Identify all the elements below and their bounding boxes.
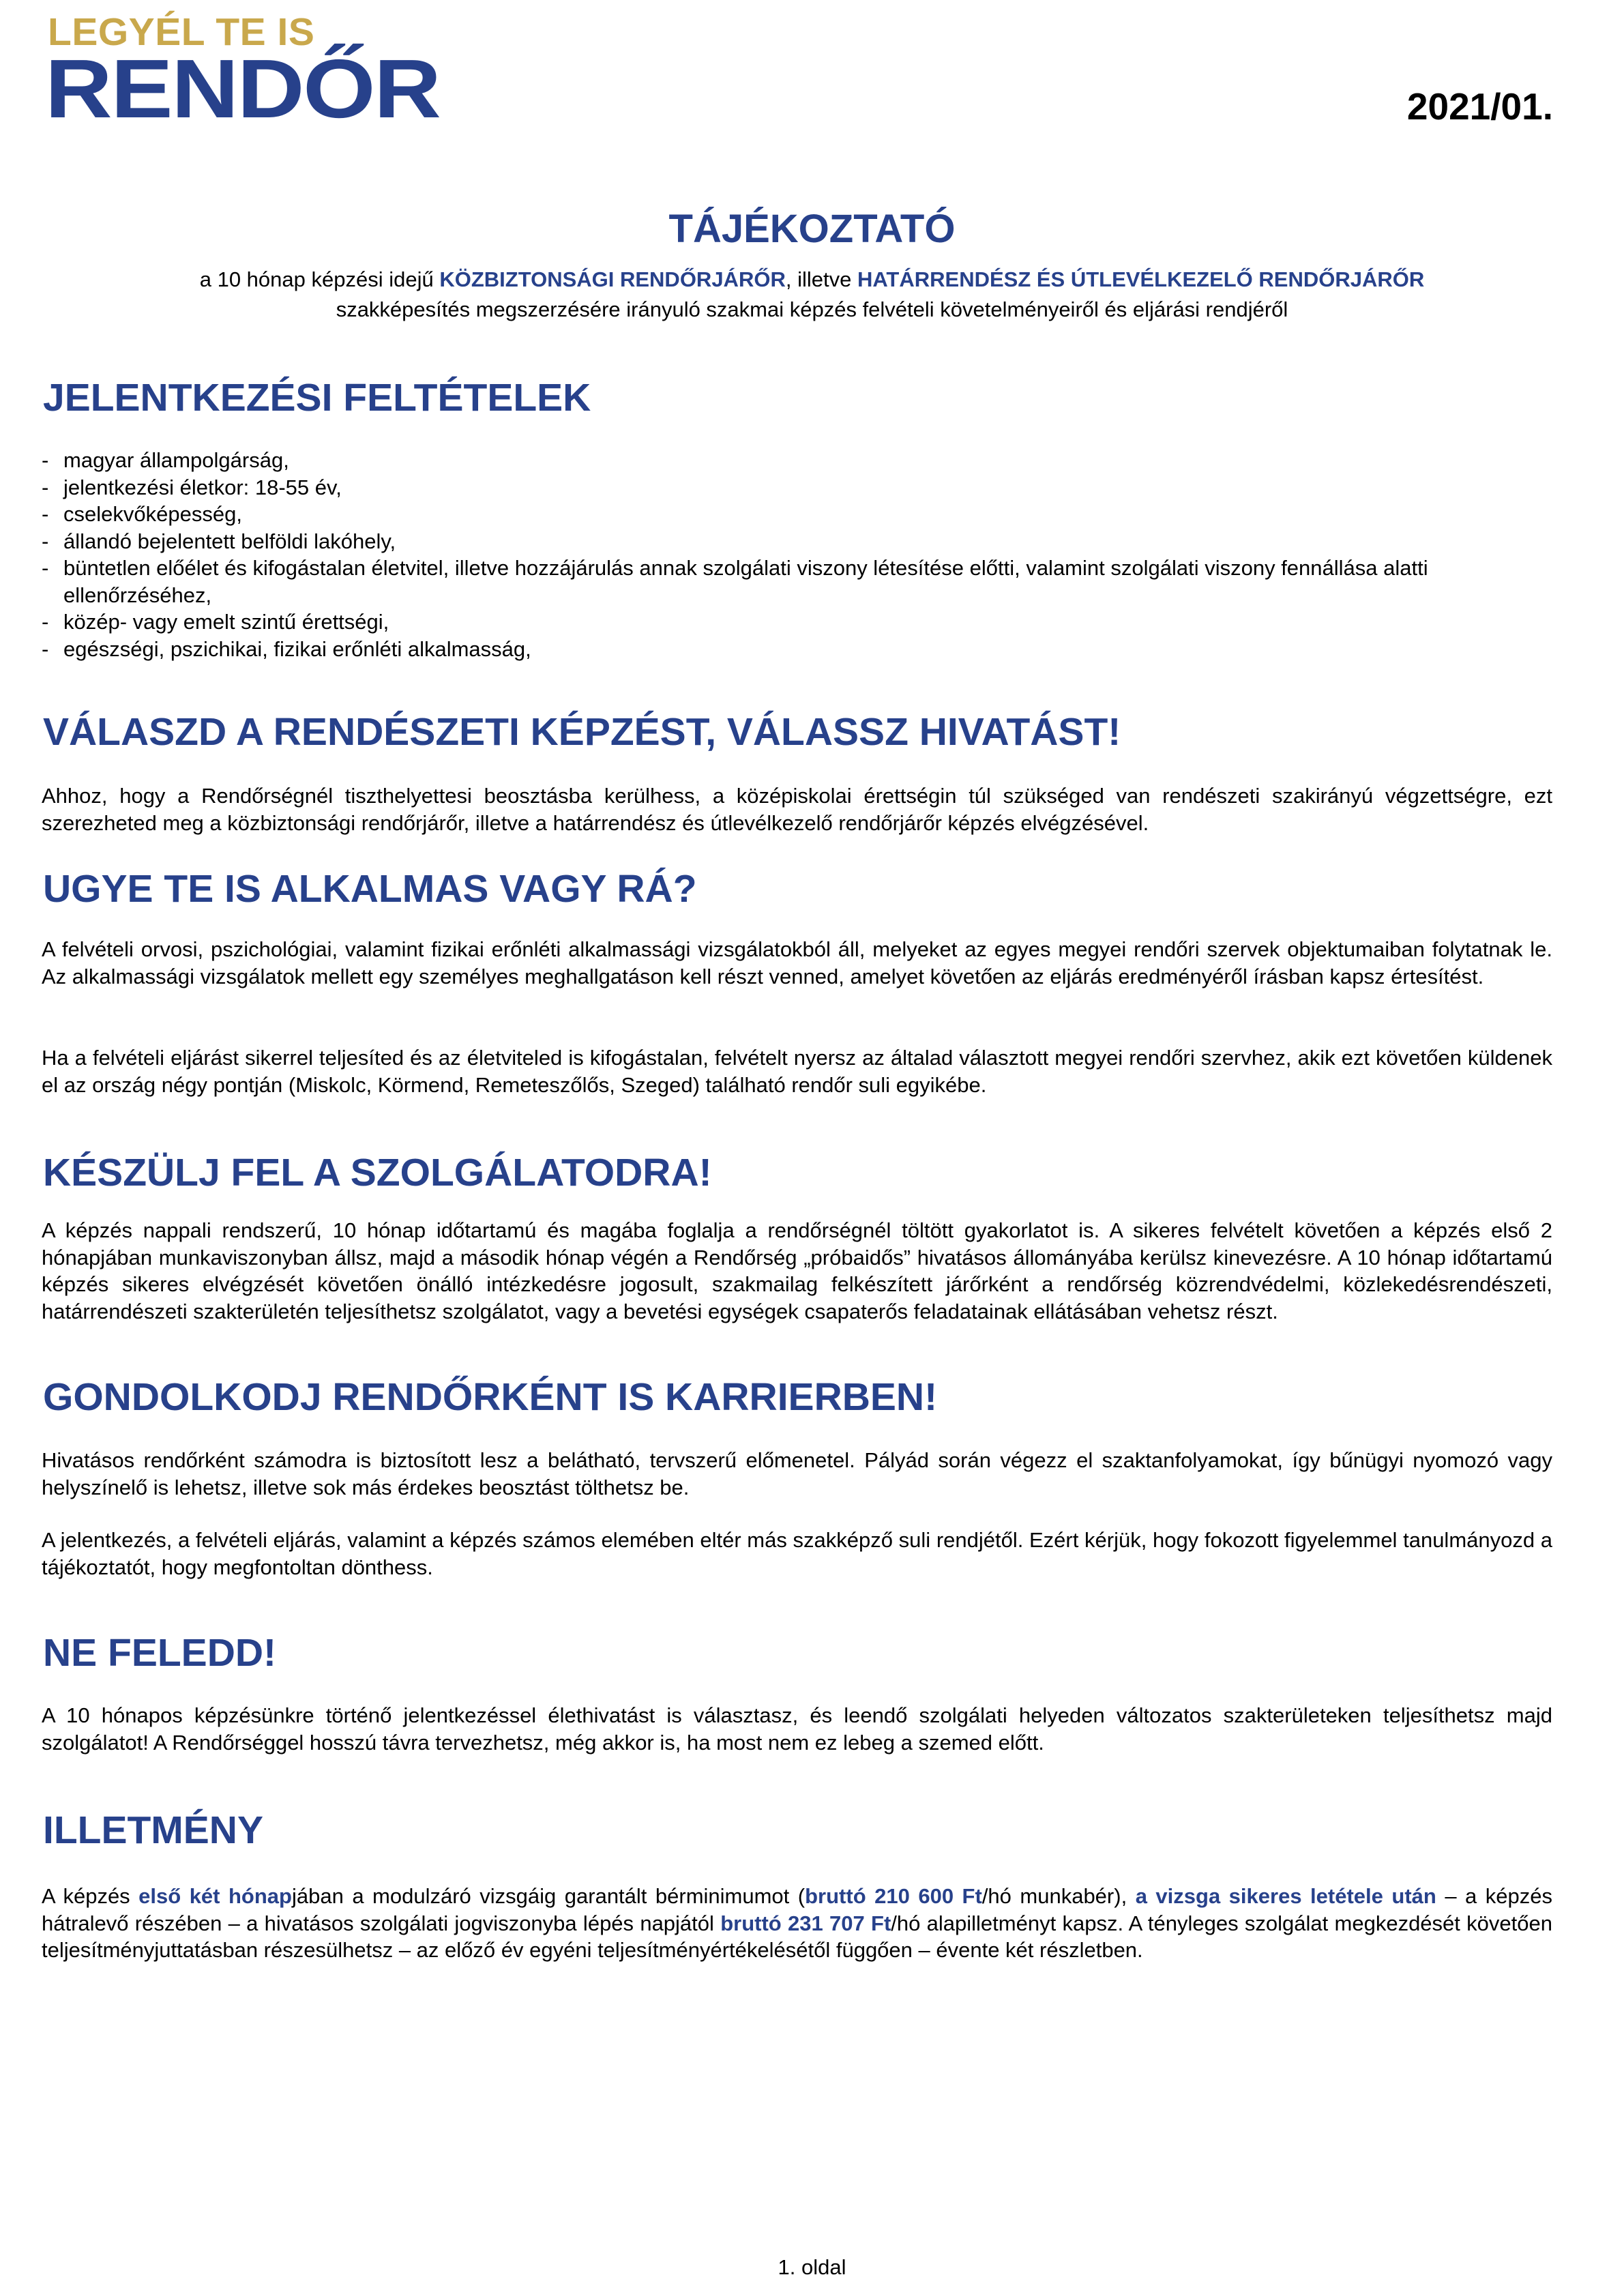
salary-highlight: bruttó 210 600 Ft [805,1884,982,1908]
salary-highlight: a vizsga sikeres letétele után [1135,1884,1436,1908]
section-title-gondolkodj: GONDOLKODJ RENDŐRKÉNT IS KARRIERBEN! [43,1375,938,1419]
section-title-illetmeny: ILLETMÉNY [43,1808,263,1852]
paragraph: Ahhoz, hogy a Rendőrségnél tiszthelyettesi beosztásba kerülhess, a középiskolai érettségin túl szükséged van rendészeti szakirányú végzettségre, ezt szerezheted meg a közbiztonsági rendőrjárőr, illetve a határrendész és útlevélkezelő rendőrjárőr képzés elvégzésével. [42,784,1552,835]
list-item: - állandó bejelentett belföldi lakóhely, [42,528,1563,555]
section-title-jelentkezesi-feltetelek: JELENTKEZÉSI FELTÉTELEK [43,376,591,420]
requirements-list [42,447,1563,662]
logo-wordmark: RENDŐR [45,42,440,135]
paragraph: A 10 hónapos képzésünkre történő jelentkezéssel élethivatást is választasz, és leendő szolgálati helyeden változatos szakterületeken teljesíthetsz majd szolgálatot! A Rendőrséggel hosszú távra tervezhetsz, még akkor is, ha most nem ez lebeg a szemed előtt. [42,1703,1552,1755]
list-item: - büntetlen előélet és kifogástalan életvitel, illetve hozzájárulás annak szolgálati viszony létesítése előtti, valamint szolgálati viszony fennállása alatti ellenőrzéséhez, [42,555,1563,608]
list-item: - jelentkezési életkor: 18-55 év, [42,474,1563,501]
salary-highlight: bruttó 231 707 Ft [720,1911,891,1935]
salary-text: jában a modulzáró vizsgáig garantált bérminimumot ( [291,1884,806,1908]
salary-highlight: első két hónap [138,1884,292,1908]
subtitle-mid: , illetve [785,267,857,291]
list-item: - cselekvőképesség, [42,501,1563,528]
salary-text: A képzés [42,1884,139,1908]
section-title-valaszd: VÁLASZD A RENDÉSZETI KÉPZÉST, VÁLASSZ HIVATÁST! [43,710,1121,754]
paragraph: Hivatásos rendőrként számodra is biztosított lesz a belátható, tervszerű előmenetel. Pályád során végezz el szaktanfolyamokat, így bűnügyi nyomozó vagy helyszínelő is lehetsz, illetve sok más érdekes beosztást tölthetsz be. [42,1448,1552,1499]
section-title-ugye-te-is: UGYE TE IS ALKALMAS VAGY RÁ? [43,867,697,911]
subtitle-highlight-2: HATÁRRENDÉSZ ÉS ÚTLEVÉLKEZELŐ RENDŐRJÁRŐR [857,267,1425,291]
paragraph: Ha a felvételi eljárást sikerrel teljesíted és az életviteled is kifogástalan, felvételt nyersz az általad választott megyei rendőri szervhez, akik ezt követően küldenek el az ország négy pontján (Miskolc, Körmend, Remeteszőlős, Szeged) található rendőr suli egyikébe. [42,1046,1552,1097]
document-number: 2021/01. [1406,85,1553,128]
list-item: - egészségi, pszichikai, fizikai erőnléti alkalmasság, [42,636,1563,663]
subtitle-line-1 [0,265,1624,295]
section-title-ne-feledd: NE FELEDD! [43,1631,276,1675]
paragraph: A felvételi orvosi, pszichológiai, valamint fizikai erőnléti alkalmassági vizsgálatokból áll, melyeket az egyes megyei rendőri szervek objektumaiban folytatnak le. Az alkalmassági vizsgálatok mellett egy személyes meghallgatáson kell részt venned, amelyet követően az eljárás eredményéről írásban kapsz értesítést. [42,937,1552,988]
salary-text: /hó alapilletményt kapsz. A tényleges szolgálat megkezdését követően teljesítményjuttatásban részesülhetsz – az előző év egyéni teljesítményértékelésétől függően – évente két részletben. [42,1911,1552,1962]
salary-text: /hó munkabér), [981,1884,1136,1908]
section-title-keszulj-fel: KÉSZÜLJ FEL A SZOLGÁLATODRA! [43,1151,712,1194]
page-title: TÁJÉKOZTATÓ [668,207,956,251]
logo-tagline: LEGYÉL TE IS [48,10,315,54]
subtitle-prefix: a 10 hónap képzési idejű [199,267,440,291]
paragraph: A jelentkezés, a felvételi eljárás, valamint a képzés számos elemében eltér más szakképző suli rendjétől. Ezért kérjük, hogy fokozott figyelemmel tanulmányozd a tájékoztatót, hogy megfontoltan dönthess. [42,1528,1552,1579]
salary-paragraph [42,1883,1552,1964]
subtitle-highlight-1: KÖZBIZTONSÁGI RENDŐRJÁRŐR [439,267,786,291]
salary-text: – a képzés hátralevő részében – a hivatásos szolgálati jogviszonyba lépés napjától [42,1884,1553,1935]
subtitle-line-2: szakképesítés megszerzésére irányuló szakmai képzés felvételi követelményeiről és eljárási rendjéről [336,297,1288,321]
list-item: - magyar állampolgárság, [42,447,1563,474]
paragraph: A képzés nappali rendszerű, 10 hónap időtartamú és magába foglalja a rendőrségnél töltött gyakorlatot is. A sikeres felvételt követően a képzés első 2 hónapjában munkaviszonyban állsz, majd a második hónap végén a Rendőrség „próbaidős” hivatásos állományába kerülsz kinevezésre. A 10 hónap időtartamú képzés sikeres elvégzését követően önálló intézkedésre jogosult, szakmailag felkészített járőrként a rendőrség közrendvédelmi, közlekedésrendészeti, határrendészeti szakterületén teljesíthetsz szolgálatot, vagy a bevetési egységek csapaterős feladatainak ellátásában vehetsz részt. [42,1218,1552,1323]
page-number: 1. oldal [778,2255,846,2279]
list-item: - közép- vagy emelt szintű érettségi, [42,608,1563,636]
logo [45,8,468,135]
